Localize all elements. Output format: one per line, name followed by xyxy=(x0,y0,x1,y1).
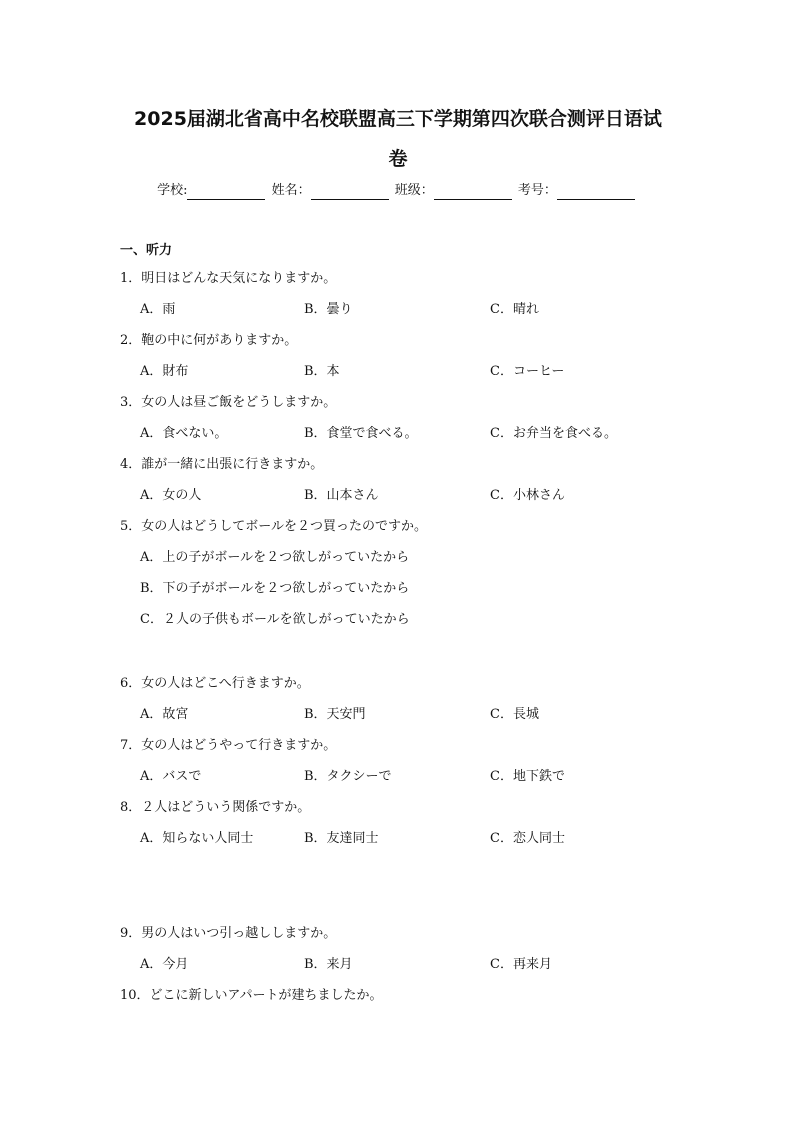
question-7: 7．女の人はどうやって行きますか。 xyxy=(120,738,337,753)
q2-option-c[interactable]: C．コーヒー xyxy=(490,364,565,379)
q3-option-c[interactable]: C．お弁当を食べる。 xyxy=(490,426,617,441)
q9-option-b[interactable]: B．来月 xyxy=(304,957,353,972)
q2-option-b[interactable]: B．本 xyxy=(304,364,340,379)
question-3: 3．女の人は昼ご飯をどうしますか。 xyxy=(120,395,337,410)
q7-option-b[interactable]: B．タクシーで xyxy=(304,769,392,784)
question-8: 8．２人はどういう関係ですか。 xyxy=(120,800,311,815)
q5-option-a[interactable]: A．上の子がボールを２つ欲しがっていたから xyxy=(140,550,410,565)
school-blank[interactable] xyxy=(187,185,265,200)
question-5: 5．女の人はどうしてボールを２つ買ったのですか。 xyxy=(120,519,428,534)
question-2: 2．鞄の中に何がありますか。 xyxy=(120,333,298,348)
q1-option-a[interactable]: A．雨 xyxy=(140,302,176,317)
q6-option-a[interactable]: A．故宮 xyxy=(140,707,189,722)
q6-option-c[interactable]: C．長城 xyxy=(490,707,539,722)
q6-option-b[interactable]: B．天安門 xyxy=(304,707,366,722)
exam-title-line1: 2025届湖北省高中名校联盟高三下学期第四次联合测评日语试 xyxy=(134,108,662,130)
question-6: 6．女の人はどこへ行きますか。 xyxy=(120,676,310,691)
question-1: 1．明日はどんな天気になりますか。 xyxy=(120,271,337,286)
q4-option-a[interactable]: A．女の人 xyxy=(140,488,202,503)
exam-number-blank[interactable] xyxy=(557,185,635,200)
question-10: 10．どこに新しいアパートが建ちましたか。 xyxy=(120,988,383,1003)
q7-option-c[interactable]: C．地下鉄で xyxy=(490,769,565,784)
exam-number-label: 考号： xyxy=(517,183,557,198)
q3-option-a[interactable]: A．食べない。 xyxy=(140,426,228,441)
question-9: 9．男の人はいつ引っ越ししますか。 xyxy=(120,926,337,941)
q4-option-b[interactable]: B．山本さん xyxy=(304,488,379,503)
q1-option-b[interactable]: B．曇り xyxy=(304,302,353,317)
q9-option-a[interactable]: A．今月 xyxy=(140,957,189,972)
q3-option-b[interactable]: B．食堂で食べる。 xyxy=(304,426,418,441)
name-label: 姓名： xyxy=(271,183,311,198)
school-label: 学校: xyxy=(157,183,188,198)
section-heading-listening: 一、听力 xyxy=(120,243,173,258)
class-blank[interactable] xyxy=(434,185,512,200)
name-blank[interactable] xyxy=(311,185,389,200)
q4-option-c[interactable]: C．小林さん xyxy=(490,488,565,503)
q8-option-c[interactable]: C．恋人同士 xyxy=(490,831,565,846)
exam-title-line2: 卷 xyxy=(388,148,408,170)
student-info-line xyxy=(0,182,794,200)
class-label: 班级： xyxy=(394,183,434,198)
q2-option-a[interactable]: A．財布 xyxy=(140,364,189,379)
q5-option-c[interactable]: C．２人の子供もボールを欲しがっていたから xyxy=(140,612,410,627)
q7-option-a[interactable]: A．バスで xyxy=(140,769,202,784)
q5-option-b[interactable]: B．下の子がボールを２つ欲しがっていたから xyxy=(140,581,410,596)
q1-option-c[interactable]: C．晴れ xyxy=(490,302,539,317)
question-4: 4．誰が一緒に出張に行きますか。 xyxy=(120,457,324,472)
q8-option-b[interactable]: B．友達同士 xyxy=(304,831,379,846)
q8-option-a[interactable]: A．知らない人同士 xyxy=(140,831,254,846)
q9-option-c[interactable]: C．再来月 xyxy=(490,957,552,972)
